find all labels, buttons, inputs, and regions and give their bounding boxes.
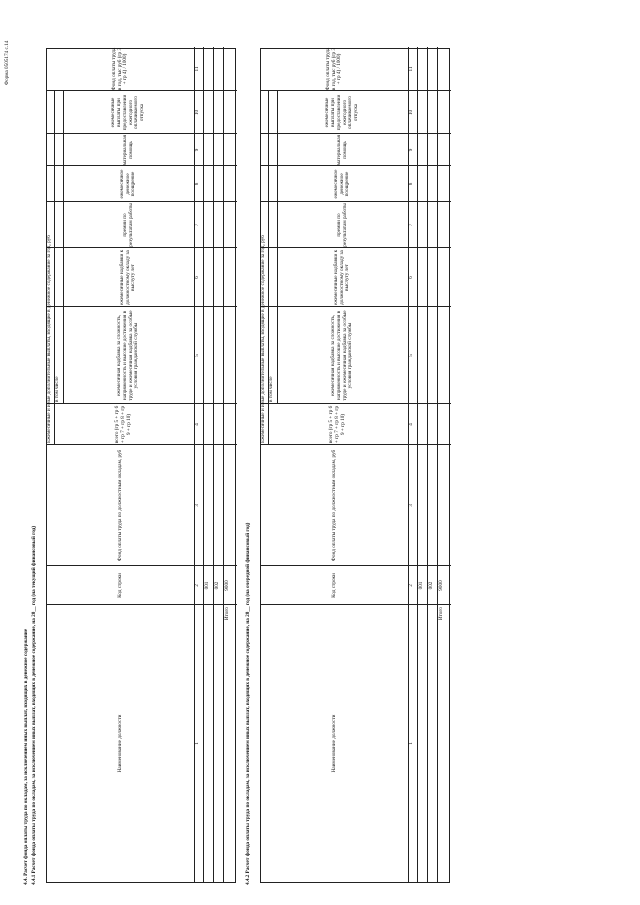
colnum: 10 xyxy=(194,109,200,116)
header-fund-salary: Фонд оплаты труда по должностным окладам, руб xyxy=(116,449,123,562)
header-including: в том числе xyxy=(268,376,274,402)
total-label: Итого xyxy=(224,607,230,621)
section-title: 4.4. Расчет фонда оплаты труда по окладам, за исключением иных выплат, входящих в денежное содержание xyxy=(23,628,29,885)
colnum: 6 xyxy=(194,276,200,279)
header-code: Код строки xyxy=(330,573,337,598)
header-col9: материальная помощь xyxy=(335,134,348,166)
colnum: 9 xyxy=(194,148,200,152)
header-col9: материальная помощь xyxy=(121,134,134,166)
header-fund-salary: Фонд оплаты труда по должностным окладам, руб xyxy=(330,449,337,562)
colnum: 7 xyxy=(408,223,414,227)
header-position: Наименование должности xyxy=(116,714,123,773)
table2 xyxy=(260,48,450,883)
row-code: 001 xyxy=(204,581,210,590)
header-col5: ежемесячная надбавка за сложность, напряженность и высокие достижения в труде и ежемесячная надбавка за особые условия гражданской службы xyxy=(115,310,140,401)
colnum: 11 xyxy=(408,66,414,72)
colnum: 4 xyxy=(408,423,414,426)
header-col10: ежемесячные выплаты при предоставлении ежегодного оплачиваемого отпуска xyxy=(109,94,146,131)
colnum: 2 xyxy=(408,584,414,587)
colnum: 2 xyxy=(194,584,200,587)
table2-title: 4.4.2 Расчет фонда оплаты труда по окладам, за исключением иных выплат, входящих в денежное содержание, на 20__ год (на очередной финансовый год) xyxy=(245,522,251,885)
colnum: 3 xyxy=(408,504,414,507)
colnum: 5 xyxy=(408,354,414,357)
colnum: 6 xyxy=(408,276,414,279)
colnum: 10 xyxy=(408,109,414,116)
total-code: 9000 xyxy=(438,580,444,591)
total-label: Итого xyxy=(438,607,444,621)
header-payments-group: Ежемесячные и иные дополнительные выплаты, входящие в денежное содержание за год, руб xyxy=(260,235,266,443)
header-col8: ежемесячное денежное поощрение xyxy=(332,169,351,199)
header-total: всего (гр 5 + гр 6 + гр 7 + гр 8 + гр 9 + гр 10) xyxy=(328,405,346,444)
colnum: 1 xyxy=(408,742,414,745)
header-col11: Фонд оплаты труда в год, тыс руб (гр 3 + гр 4) / 1000) xyxy=(110,47,129,91)
header-code: Код строки xyxy=(116,573,123,598)
header-including: в том числе xyxy=(54,376,60,402)
header-col11: Фонд оплаты труда в год, тыс руб (гр 3 + гр 4) / 1000) xyxy=(324,47,343,91)
colnum: 4 xyxy=(194,423,200,426)
total-code: 9000 xyxy=(224,580,230,591)
header-col8: ежемесячное денежное поощрение xyxy=(118,169,137,199)
header-col6: ежемесячные надбавки к должностному окладу за выслугу лет xyxy=(118,249,137,306)
header-col5: ежемесячная надбавка за сложность, напряженность и высокие достижения в труде и ежемесячная надбавка за особые условия гражданской службы xyxy=(329,310,354,401)
header-col10: ежемесячные выплаты при предоставлении ежегодного оплачиваемого отпуска xyxy=(323,94,360,131)
header-payments-group: Ежемесячные и иные дополнительные выплаты, входящие в денежное содержание за год, руб xyxy=(46,235,52,443)
colnum: 8 xyxy=(194,182,200,186)
header-col7: премии по результатам работы xyxy=(121,203,134,247)
table1-title: 4.4.1 Расчет фонда оплаты труда по окладам, за исключением иных выплат, входящих в денежное содержание, на 20__ год (на текущий финансовый год) xyxy=(31,525,37,885)
colnum: 5 xyxy=(194,354,200,357)
row-code: 002 xyxy=(214,581,220,590)
header-position: Наименование должности xyxy=(330,714,337,773)
colnum: 1 xyxy=(194,742,200,745)
row-code: 002 xyxy=(428,581,434,590)
table1 xyxy=(46,48,236,883)
colnum: 3 xyxy=(194,504,200,507)
colnum: 8 xyxy=(408,182,414,186)
header-col7: премии по результатам работы xyxy=(335,203,348,247)
colnum: 11 xyxy=(194,66,200,72)
colnum: 7 xyxy=(194,223,200,227)
row-code: 001 xyxy=(418,581,424,590)
header-col6: ежемесячные надбавки к должностному окладу за выслугу лет xyxy=(332,249,351,306)
form-label: Форма 0505174 с.14 xyxy=(4,40,10,85)
colnum: 9 xyxy=(408,148,414,152)
header-total: всего (гр 5 + гр 6 + гр 7 + гр 8 + гр 9 + гр 10) xyxy=(114,405,132,444)
